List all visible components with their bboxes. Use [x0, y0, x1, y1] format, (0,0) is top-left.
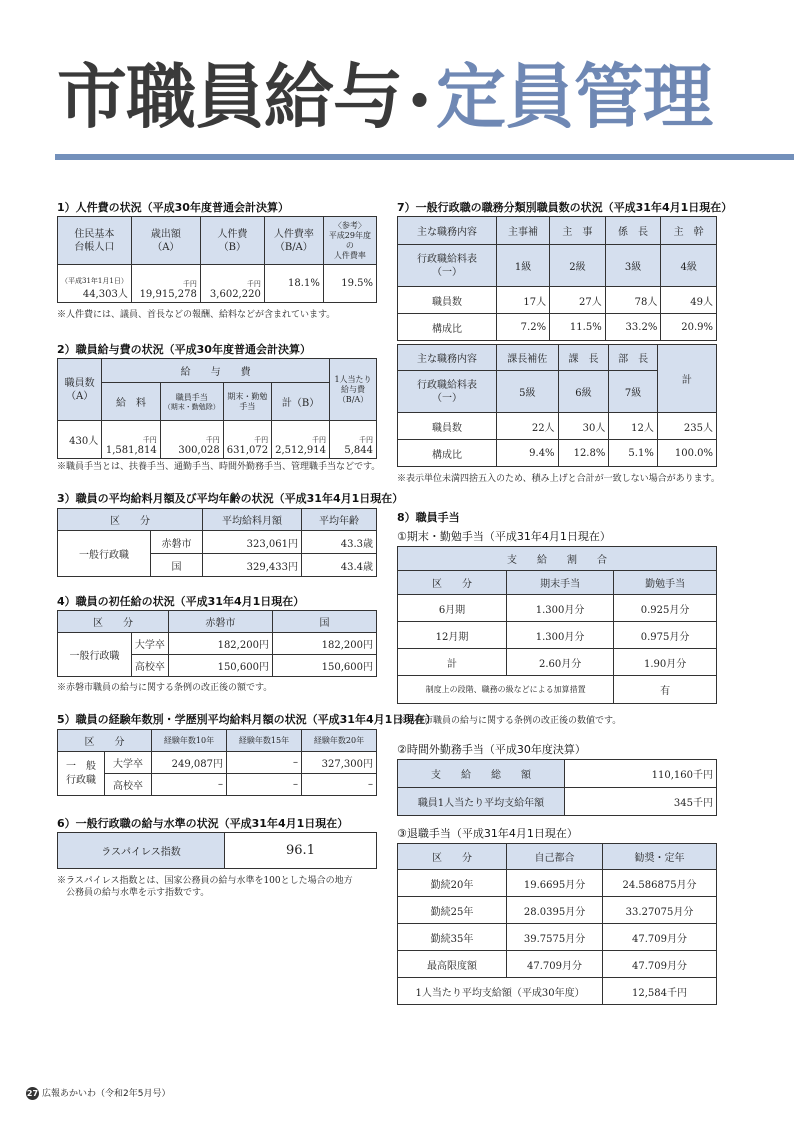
s7-count: 17人 [497, 287, 550, 314]
s5-row-y10: – [152, 774, 227, 796]
s8c-row-retire: 47.709月分 [603, 924, 717, 951]
s7-heading: 7）一般行政職の職務分類別職員数の状況（平成31年4月1日現在） [397, 201, 733, 214]
s7-grade: 1級 [497, 245, 550, 287]
s2-total: 2,512,914 [275, 445, 326, 456]
s2-unit-4: 千円 [312, 436, 326, 444]
s8a-h-kubun: 区 分 [398, 571, 507, 595]
s5-row-y20: 327,300円 [302, 752, 377, 774]
s1-h-pop: 住民基本 台帳人口 [58, 217, 132, 265]
s2-unit-3: 千円 [254, 436, 269, 444]
s3-row-age: 43.4歳 [302, 554, 377, 577]
s8c-avg-value: 12,584千円 [603, 978, 717, 1005]
s7-grade: 6級 [558, 371, 609, 413]
s3-row-age: 43.3歳 [302, 531, 377, 554]
s4-table [57, 610, 377, 677]
s6-label: ラスパイレス指数 [58, 833, 225, 869]
s7-count: 22人 [497, 413, 559, 440]
s2-kyuryo: 1,581,814 [105, 445, 157, 456]
s3-h-age: 平均年齢 [302, 509, 377, 531]
s5-row-y10: 249,087円 [152, 752, 227, 774]
s3-row-salary: 329,433円 [203, 554, 302, 577]
s3-h-kubun: 区 分 [58, 509, 203, 531]
s1-exp: 19,915,278 [139, 289, 197, 300]
s7-duty: 部 長 [609, 345, 657, 371]
s7-grade: 4級 [661, 245, 717, 287]
page-number: 27 [26, 1089, 39, 1098]
s7-ratio: 20.9% [661, 314, 717, 341]
s7-ratio: 12.8% [558, 440, 609, 467]
s2-h-kimatsu: 期末・勤勉 手当 [223, 383, 271, 421]
s7-label-ratio: 構成比 [398, 314, 497, 341]
footer-text: 広報あかいわ（令和2年5月号） [42, 1089, 171, 1099]
s5-row-label: 高校卒 [105, 774, 152, 796]
s5-row-label: 大学卒 [105, 752, 152, 774]
s8c-row-self: 39.7575月分 [507, 924, 603, 951]
s8a-note: ※赤磐市職員の給与に関する条例の改正後の数値です。 [397, 716, 622, 726]
s1-h-exp: 歳出額 （A） [131, 217, 200, 265]
title-part1: 市職員給与 [57, 56, 402, 138]
s1-heading: 1）人件費の状況（平成30年度普通会計決算） [57, 201, 289, 214]
s4-row-nation: 182,200円 [272, 633, 376, 655]
s7-duty: 主 事 [550, 217, 606, 245]
s7-grade: 2級 [550, 245, 606, 287]
s8a-h-kinben: 勤勉手当 [614, 571, 717, 595]
s5-group: 一 般 行政職 [58, 752, 105, 796]
s7-label-ratio: 構成比 [398, 440, 497, 467]
s8a-row-kinben: 0.925月分 [614, 595, 717, 622]
s1-note: ※人件費には、議員、首長などの報酬、給料などが含まれています。 [57, 310, 336, 320]
s3-heading: 3）職員の平均給料月額及び平均年齢の状況（平成31年4月1日現在） [57, 492, 404, 505]
s7-count: 49人 [661, 287, 717, 314]
s8a-row-kinben: 0.975月分 [614, 622, 717, 649]
s8c-row-label: 勤続35年 [398, 924, 507, 951]
s7-label-grade: 行政職給料表 （一） [398, 245, 497, 287]
s4-heading: 4）職員の初任給の状況（平成31年4月1日現在） [57, 595, 305, 608]
s8c-row-self: 28.0395月分 [507, 897, 603, 924]
s8c-h-self: 自己都合 [507, 844, 603, 870]
s5-h-y20: 経験年数20年 [302, 730, 377, 752]
s4-group: 一般行政職 [58, 633, 132, 677]
s2-h-salary: 給 与 費 [102, 359, 330, 383]
s8c-row-self: 47.709月分 [507, 951, 603, 978]
s8c-h-retire: 勧奨・定年 [603, 844, 717, 870]
s6-value: 96.1 [225, 833, 377, 869]
s7-label-total: 計 [657, 345, 716, 413]
s8c-row-label: 勤続20年 [398, 870, 507, 897]
s3-h-salary: 平均給料月額 [203, 509, 302, 531]
s1-unit-1: 千円 [182, 280, 197, 288]
s1-pers: 3,602,220 [209, 289, 261, 300]
s7-label-duty: 主な職務内容 [398, 345, 497, 371]
s3-row-salary: 323,061円 [203, 531, 302, 554]
s5-row-y20: – [302, 774, 377, 796]
s1-pop: 44,303人 [82, 289, 128, 300]
s2-h-per: 1人当たり 給与費 （B/A） [330, 359, 377, 421]
s8c-table [397, 843, 717, 1005]
s3-row-label: 赤磐市 [151, 531, 203, 554]
s8c-row-label: 勤続25年 [398, 897, 507, 924]
s1-rate: 18.1% [264, 265, 323, 303]
s7-label-duty: 主な職務内容 [398, 217, 497, 245]
s2-table [57, 358, 377, 459]
s8c-row-retire: 33.27075月分 [603, 897, 717, 924]
s3-table [57, 508, 377, 577]
s2-h-kyuryo: 給 料 [102, 383, 161, 421]
s1-h-rate: 人件費率 （B/A） [264, 217, 323, 265]
s2-unit-1: 千円 [142, 436, 157, 444]
s7-count: 78人 [605, 287, 661, 314]
s4-h-city: 赤磐市 [168, 611, 272, 633]
s8a-row-kimatsu: 1.300月分 [507, 595, 614, 622]
title-dot: • [406, 78, 432, 125]
s4-row-city: 150,600円 [168, 655, 272, 677]
s3-row-label: 国 [151, 554, 203, 577]
s4-row-city: 182,200円 [168, 633, 272, 655]
s8c-avg-label: 1人当たり平均支給額（平成30年度） [398, 978, 603, 1005]
s7-ratio: 5.1% [609, 440, 657, 467]
s8a-h-top: 支 給 割 合 [398, 547, 717, 571]
s4-h-kubun: 区 分 [58, 611, 169, 633]
s7-duty: 課長補佐 [497, 345, 559, 371]
title-part2: 定員管理 [436, 56, 712, 138]
s8a-table [397, 546, 717, 704]
s2-note: ※職員手当とは、扶養手当、通勤手当、時間外勤務手当、管理職手当などです。 [57, 462, 381, 472]
s8a-extra-label: 制度上の段階、職務の級などによる加算措置 [398, 676, 614, 704]
s5-heading: 5）職員の経験年数別・学歴別平均給料月額の状況（平成31年4月1日現在） [57, 713, 437, 726]
page-title [57, 52, 712, 147]
s6-note: ※ラスパイレス指数とは、国家公務員の給与水準を100とした場合の地方 公務員の給与水準を示す指数です。 [57, 876, 353, 898]
s2-h-teate: 職員手当 [175, 392, 208, 402]
s7-ratio: 11.5% [550, 314, 606, 341]
s8-heading: 8）職員手当 [397, 511, 460, 524]
s7-table-bottom [397, 344, 717, 467]
s7-count: 12人 [609, 413, 657, 440]
s7-table-top [397, 216, 717, 341]
s2-h-staff: 職員数 （A） [58, 359, 102, 421]
s7-label-count: 職員数 [398, 287, 497, 314]
s5-h-kubun: 区 分 [58, 730, 152, 752]
s8a-row-label: 6月期 [398, 595, 507, 622]
s1-unit-2: 千円 [246, 280, 261, 288]
s6-table [57, 832, 377, 869]
s1-ref: 19.5% [323, 265, 376, 303]
s2-teate: 300,028 [178, 445, 220, 456]
s8b-row-label: 職員1人当たり平均支給年額 [398, 788, 565, 816]
s8a-extra-value: 有 [614, 676, 717, 704]
s2-kimatsu: 631,072 [226, 445, 269, 456]
s7-ratio: 9.4% [497, 440, 559, 467]
s7-grade: 5級 [497, 371, 559, 413]
s4-note: ※赤磐市職員の給与に関する条例の改正後の額です。 [57, 683, 273, 693]
s7-duty: 主 幹 [661, 217, 717, 245]
s8c-row-self: 19.6695月分 [507, 870, 603, 897]
s7-label-grade: 行政職給料表 （一） [398, 371, 497, 413]
s8a-row-kinben: 1.90月分 [614, 649, 717, 676]
s8c-h-kubun: 区 分 [398, 844, 507, 870]
s2-per: 5,844 [344, 445, 373, 456]
s7-count: 27人 [550, 287, 606, 314]
s7-note: ※表示単位未満四捨五入のため、積み上げと合計が一致しない場合があります。 [397, 474, 720, 484]
s7-total-count: 235人 [657, 413, 716, 440]
s8b-row-value: 345千円 [565, 788, 717, 816]
s2-h-teate-sub: （期末・勤勉除） [163, 402, 220, 411]
s8c-row-label: 最高限度額 [398, 951, 507, 978]
s7-grade: 7級 [609, 371, 657, 413]
s4-row-nation: 150,600円 [272, 655, 376, 677]
s8a-heading: ①期末・勤勉手当（平成31年4月1日現在） [397, 530, 611, 543]
s7-duty: 係 長 [605, 217, 661, 245]
s1-h-ref: 〈参考〉 平成29年度の 人件費率 [323, 217, 376, 265]
s5-row-y15: – [227, 774, 302, 796]
s7-ratio: 7.2% [497, 314, 550, 341]
s2-unit-5: 千円 [359, 436, 373, 444]
s5-table [57, 729, 377, 796]
s8a-row-label: 計 [398, 649, 507, 676]
s8a-row-label: 12月期 [398, 622, 507, 649]
s8b-table [397, 759, 717, 816]
s3-group: 一般行政職 [58, 531, 151, 577]
s1-table [57, 216, 377, 303]
s2-h-total: 計（B） [272, 383, 330, 421]
s4-h-nation: 国 [272, 611, 376, 633]
s4-row-label: 高校卒 [131, 655, 168, 677]
s8c-heading: ③退職手当（平成31年4月1日現在） [397, 827, 578, 840]
s8b-row-label: 支 給 総 額 [398, 760, 565, 788]
s4-row-label: 大学卒 [131, 633, 168, 655]
s7-total-ratio: 100.0% [657, 440, 716, 467]
s7-count: 30人 [558, 413, 609, 440]
s2-heading: 2）職員給与費の状況（平成30年度普通会計決算） [57, 343, 311, 356]
s1-h-pers: 人件費 （B） [200, 217, 264, 265]
s8b-heading: ②時間外勤務手当（平成30年度決算） [397, 743, 586, 756]
s8c-row-retire: 47.709月分 [603, 951, 717, 978]
s7-label-count: 職員数 [398, 413, 497, 440]
s1-pop-date: （平成31年1月1日） [61, 277, 128, 285]
s5-row-y15: – [227, 752, 302, 774]
s7-grade: 3級 [605, 245, 661, 287]
title-rule [55, 154, 794, 160]
s6-heading: 6）一般行政職の給与水準の状況（平成31年4月1日現在） [57, 817, 349, 830]
s8c-row-retire: 24.586875月分 [603, 870, 717, 897]
s5-h-y15: 経験年数15年 [227, 730, 302, 752]
s8a-row-kimatsu: 2.60月分 [507, 649, 614, 676]
s2-unit-2: 千円 [205, 436, 220, 444]
s7-ratio: 33.2% [605, 314, 661, 341]
s7-duty: 課 長 [558, 345, 609, 371]
s8a-row-kimatsu: 1.300月分 [507, 622, 614, 649]
s2-staff: 430人 [58, 421, 102, 459]
page-footer [26, 1086, 170, 1100]
s8b-row-value: 110,160千円 [565, 760, 717, 788]
s8a-h-kimatsu: 期末手当 [507, 571, 614, 595]
s5-h-y10: 経験年数10年 [152, 730, 227, 752]
s7-duty: 主事補 [497, 217, 550, 245]
